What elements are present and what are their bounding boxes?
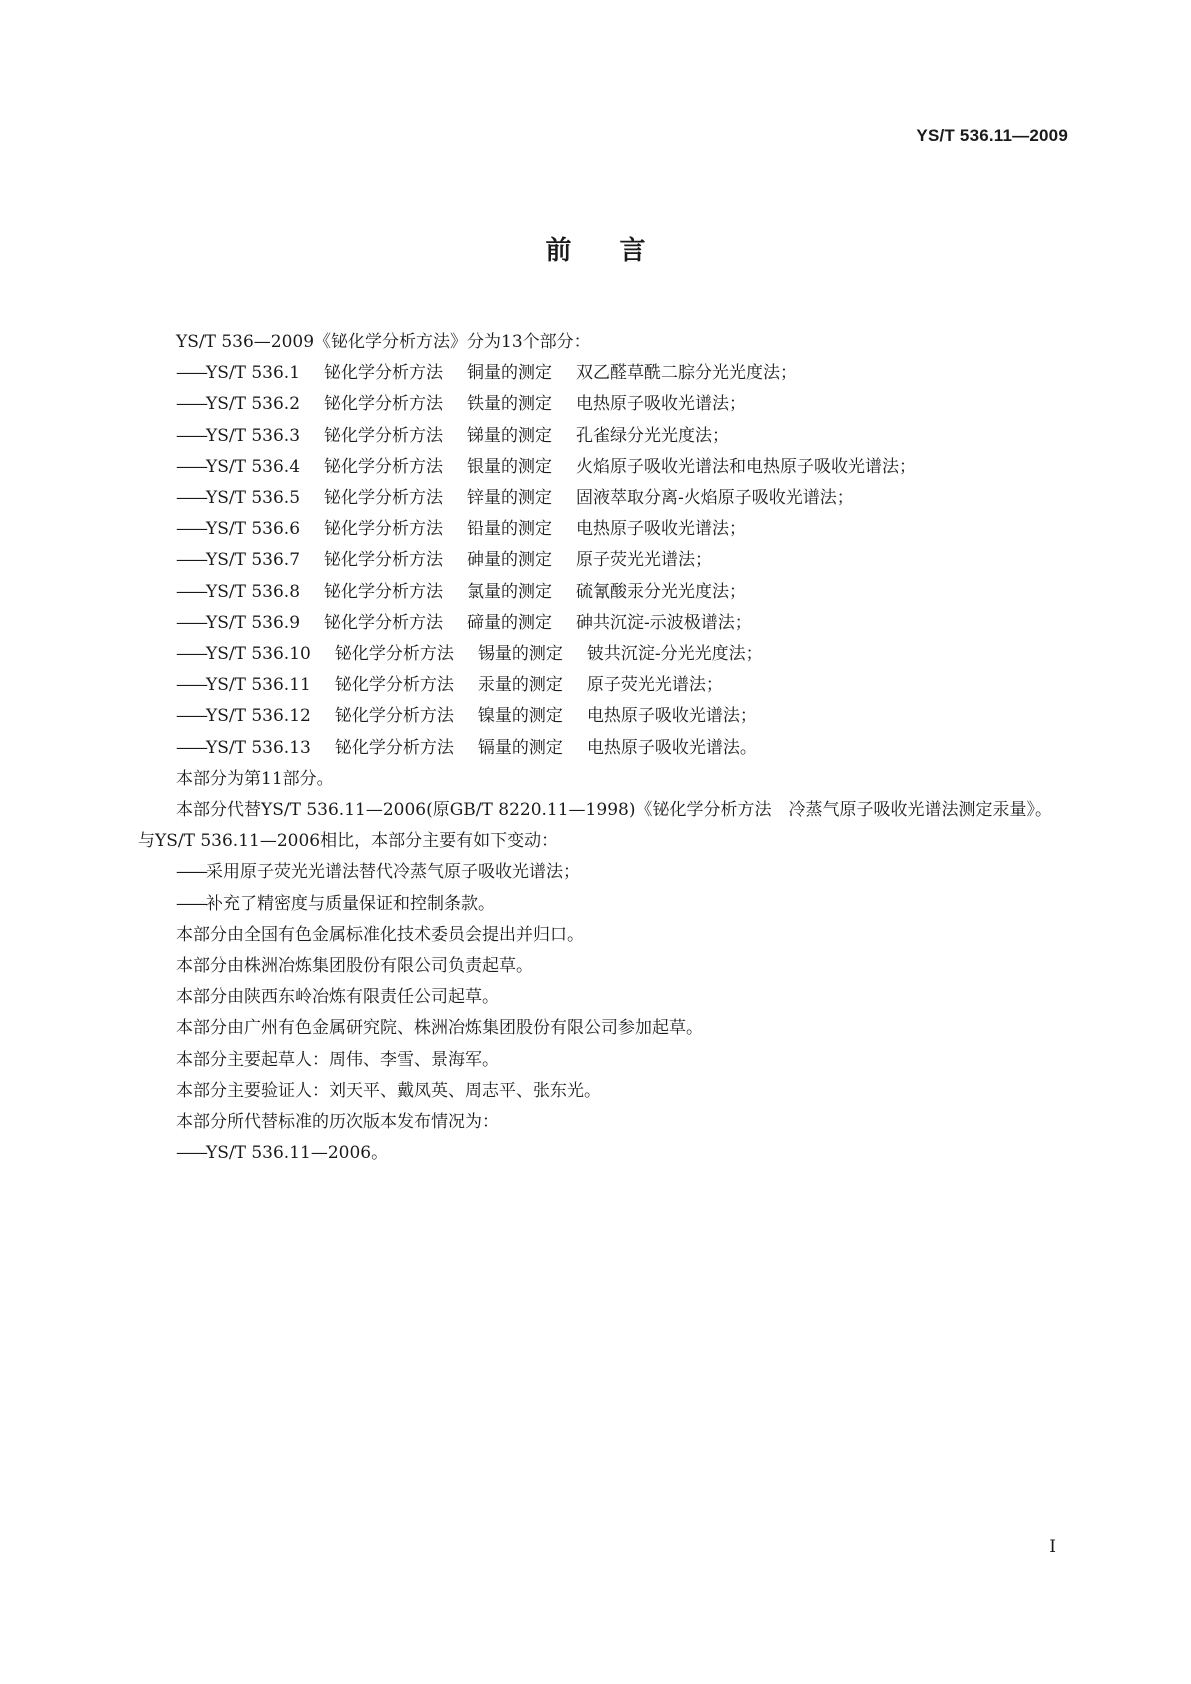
part-item-name: 汞量的测定	[477, 675, 563, 696]
dash: ——	[176, 706, 206, 727]
part-item	[138, 389, 1068, 420]
part-series: 铋化学分析方法	[324, 488, 444, 509]
dash: ——	[176, 488, 206, 509]
statement-proposer: 本部分由全国有色金属标准化技术委员会提出并归口。	[176, 924, 584, 945]
dash: ——	[176, 644, 206, 665]
title-char-1: 前	[545, 236, 572, 266]
part-code: YS/T 536.10	[206, 644, 311, 665]
part-item-name: 氯量的测定	[467, 581, 553, 602]
part-method: 火焰原子吸收光谱法和电热原子吸收光谱法；	[576, 456, 917, 477]
part-method: 电热原子吸收光谱法。	[586, 737, 757, 758]
part-method: 砷共沉淀-示波极谱法；	[576, 612, 752, 633]
page-title	[0, 230, 1191, 267]
part-method: 电热原子吸收光谱法；	[576, 394, 747, 415]
part-item	[138, 358, 1068, 389]
part-code: YS/T 536.1	[206, 363, 301, 384]
history-text: YS/T 536.11—2006。	[206, 1143, 389, 1164]
part-item	[138, 639, 1068, 670]
foreword-body	[138, 327, 1068, 1169]
page-number: I	[1049, 1537, 1056, 1557]
part-item	[138, 421, 1068, 452]
part-item-name: 铜量的测定	[467, 363, 553, 384]
part-item	[138, 545, 1068, 576]
part-item	[138, 608, 1068, 639]
dash: ——	[176, 519, 206, 540]
part-code: YS/T 536.9	[206, 612, 301, 633]
dash: ——	[176, 456, 206, 477]
part-code: YS/T 536.4	[206, 456, 301, 477]
statement-main-drafters: 本部分主要起草人：周伟、李雪、景海军。	[176, 1049, 499, 1070]
standard-number: YS/T 536.11—2009	[916, 126, 1068, 145]
dash: ——	[176, 363, 206, 384]
part-item-name: 碲量的测定	[467, 612, 553, 633]
part-code: YS/T 536.11	[206, 675, 311, 696]
dash: ——	[176, 550, 206, 571]
change-text: 补充了精密度与质量保证和控制条款。	[206, 893, 495, 914]
dash: ——	[176, 1143, 206, 1164]
statement-verifiers: 本部分主要验证人：刘天平、戴凤英、周志平、张东光。	[176, 1080, 601, 1101]
part-method: 原子荧光光谱法；	[576, 550, 713, 571]
part-item-name: 锌量的测定	[467, 488, 553, 509]
history-item	[138, 1138, 1068, 1169]
dash: ——	[176, 425, 206, 446]
part-series: 铋化学分析方法	[334, 737, 454, 758]
part-item	[138, 670, 1068, 701]
part-series: 铋化学分析方法	[324, 581, 444, 602]
part-item-name: 镉量的测定	[477, 737, 563, 758]
part-series: 铋化学分析方法	[324, 363, 444, 384]
change-text: 采用原子荧光光谱法替代冷蒸气原子吸收光谱法；	[206, 862, 580, 883]
part-method: 硫氰酸汞分光光度法；	[576, 581, 747, 602]
part-code: YS/T 536.3	[206, 425, 301, 446]
part-item	[138, 483, 1068, 514]
part-item-name: 铅量的测定	[467, 519, 553, 540]
part-method: 电热原子吸收光谱法；	[576, 519, 747, 540]
part-item-name: 锡量的测定	[477, 644, 563, 665]
part-series: 铋化学分析方法	[334, 706, 454, 727]
parts-list	[138, 358, 1068, 764]
statement-history: 本部分所代替标准的历次版本发布情况为：	[176, 1112, 499, 1133]
statement-co-drafter: 本部分由陕西东岭冶炼有限责任公司起草。	[176, 987, 499, 1008]
title-char-2: 言	[619, 236, 646, 266]
dash: ——	[176, 675, 206, 696]
part-item	[138, 733, 1068, 764]
intro-paragraph: YS/T 536—2009《铋化学分析方法》分为13个部分：	[176, 332, 591, 352]
part-item	[138, 452, 1068, 483]
part-code: YS/T 536.8	[206, 581, 301, 602]
part-series: 铋化学分析方法	[324, 456, 444, 477]
part-item	[138, 514, 1068, 545]
part-code: YS/T 536.12	[206, 706, 311, 727]
part-method: 双乙醛草酰二腙分光光度法；	[576, 363, 798, 384]
part-code: YS/T 536.5	[206, 488, 301, 509]
part-statement: 本部分为第11部分。	[176, 768, 334, 789]
dash: ——	[176, 612, 206, 633]
part-series: 铋化学分析方法	[334, 644, 454, 665]
part-method: 铍共沉淀-分光光度法；	[586, 644, 763, 665]
dash: ——	[176, 581, 206, 602]
part-item-name: 砷量的测定	[467, 550, 553, 571]
part-series: 铋化学分析方法	[324, 425, 444, 446]
change-item	[138, 889, 1068, 920]
dash: ——	[176, 893, 206, 914]
part-code: YS/T 536.7	[206, 550, 301, 571]
part-item	[138, 577, 1068, 608]
statement-participants: 本部分由广州有色金属研究院、株洲冶炼集团股份有限公司参加起草。	[176, 1018, 703, 1039]
part-code: YS/T 536.13	[206, 737, 311, 758]
part-series: 铋化学分析方法	[324, 394, 444, 415]
part-code: YS/T 536.2	[206, 394, 301, 415]
part-series: 铋化学分析方法	[324, 612, 444, 633]
part-method: 电热原子吸收光谱法；	[586, 706, 757, 727]
part-item-name: 银量的测定	[467, 456, 553, 477]
part-code: YS/T 536.6	[206, 519, 301, 540]
part-method: 固液萃取分离-火焰原子吸收光谱法；	[576, 488, 854, 509]
replaces-paragraph: 本部分代替YS/T 536.11—2006(原GB/T 8220.11—1998)《铋化学分析方法 冷蒸气原子吸收光谱法测定汞量》。与YS/T 536.11—2006相比，本部分主要有如下变动：	[138, 800, 1052, 852]
part-item-name: 锑量的测定	[467, 425, 553, 446]
part-method: 原子荧光光谱法；	[586, 675, 723, 696]
part-item	[138, 701, 1068, 732]
part-series: 铋化学分析方法	[324, 519, 444, 540]
statement-drafter: 本部分由株洲冶炼集团股份有限公司负责起草。	[176, 956, 533, 977]
dash: ——	[176, 394, 206, 415]
dash: ——	[176, 737, 206, 758]
part-series: 铋化学分析方法	[324, 550, 444, 571]
part-series: 铋化学分析方法	[334, 675, 454, 696]
part-item-name: 镍量的测定	[477, 706, 563, 727]
change-item	[138, 857, 1068, 888]
dash: ——	[176, 862, 206, 883]
part-method: 孔雀绿分光光度法；	[576, 425, 730, 446]
part-item-name: 铁量的测定	[467, 394, 553, 415]
